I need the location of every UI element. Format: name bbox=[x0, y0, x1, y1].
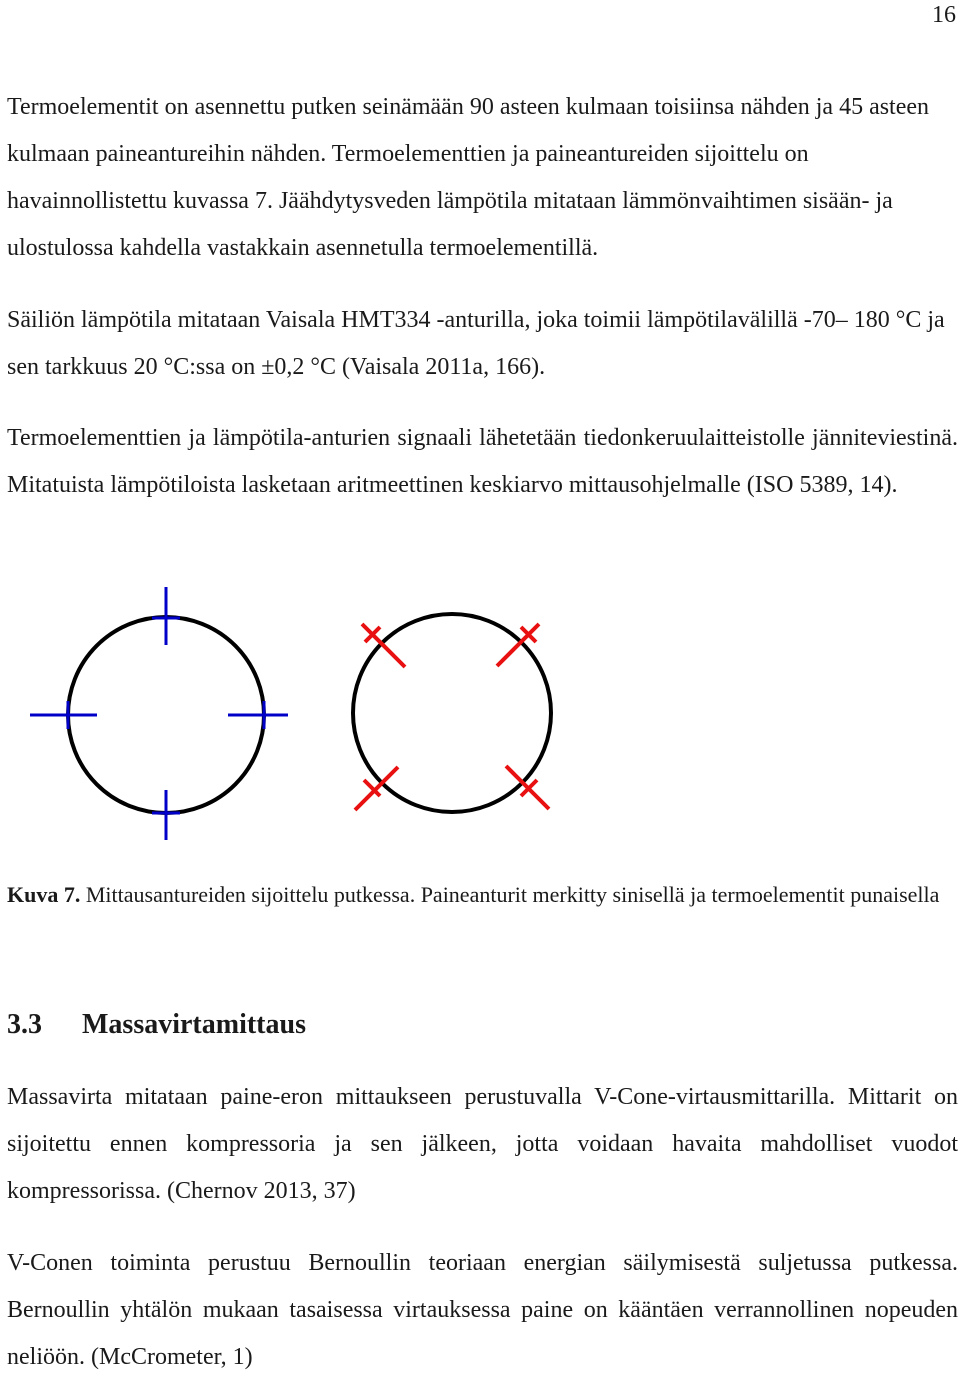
figure-caption-text: Mittausantureiden sijoittelu putkessa. Paineanturit merkitty sinisellä ja termoelementit punaisella bbox=[85, 882, 940, 907]
paragraph-v-cone: V-Conen toiminta perustuu Bernoullin teoriaan energian säilymisestä suljetussa putkessa. Bernoullin yhtälön mukaan tasaisessa virtauksessa paine on kääntäen verrannollinen nopeuden neliöön. (McCrometer, 1) bbox=[7, 1250, 958, 1370]
page-number: 16 bbox=[932, 2, 956, 28]
section-number: 3.3 bbox=[7, 1009, 42, 1040]
sensor-placement-diagram bbox=[0, 575, 960, 845]
section-heading bbox=[7, 1000, 306, 1050]
pipe-pressure-sensors bbox=[30, 587, 288, 840]
pipe-thermocouples bbox=[353, 614, 551, 812]
section-title: Massavirtamittaus bbox=[82, 1009, 306, 1040]
figure-caption-label: Kuva 7. bbox=[7, 882, 81, 907]
figure-sensor-placement bbox=[0, 575, 960, 845]
paragraph-thermocouples: Termoelementit on asennettu putken seinämään 90 asteen kulmaan toisiinsa nähden ja 45 asteen kulmaan paineantureihin nähden. Termoelementtien ja paineantureiden sijoittelu on havainnollistettu kuvassa 7. Jäähdytysveden lämpötila mitataan lämmönvaihtimen sisään- ja ulostulossa kahdella vastakkain asennetulla termoelementillä. bbox=[7, 94, 930, 261]
paragraph-mass-flow: Massavirta mitataan paine-eron mittaukseen perustuvalla V-Cone-virtausmittarilla. Mittarit on sijoitettu ennen kompressoria ja sen jälkeen, jotta voidaan havaita mahdolliset vuodot kompressorissa. (Chernov 2013, 37) bbox=[7, 1084, 958, 1204]
paragraph-tank-temperature: Säiliön lämpötila mitataan Vaisala HMT334 -anturilla, joka toimii lämpötilavälillä -70– 180 °C ja sen tarkkuus 20 °C:ssa on ±0,2 °C (Vaisala 2011a, 166). bbox=[7, 307, 945, 380]
figure-caption bbox=[7, 873, 950, 916]
paragraph-signal: Termoelementtien ja lämpötila-anturien signaali lähetetään tiedonkeruulaitteistolle jänniteviestinä. Mitatuista lämpötiloista lasketaan aritmeettinen keskiarvo mittausohjelmalle (ISO 5389, 14). bbox=[7, 425, 958, 498]
thermocouple-bottom-left bbox=[355, 767, 398, 810]
